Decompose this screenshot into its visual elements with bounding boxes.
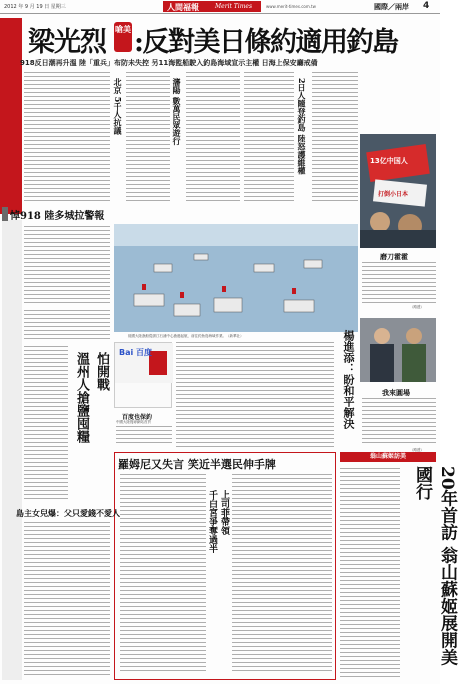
baidu-caption-text (116, 426, 172, 446)
protest-caption-text (362, 262, 436, 304)
protest-sign-2: 打倒小日本 (378, 191, 409, 198)
fear-headline-b: 溫州人搶鹽囤糧 (74, 352, 89, 443)
right-story-body (340, 468, 400, 678)
baidu-photo (114, 342, 172, 408)
baidu-photo-label: 百度也保釣 (122, 414, 153, 421)
meeting-illustration (360, 318, 436, 382)
right-story-headline: 20年首訪 翁山蘇姬展開美國行 (412, 466, 457, 666)
lead-body-col-1 (24, 72, 110, 202)
lead-subhead: 918反日潮再升溫 陸「重兵」布防未失控 另11海監船駛入釣島海域宣示主權 日海上保安廳戒備 (20, 59, 318, 67)
protest-photo-label: 磨刀霍霍 (380, 253, 408, 261)
fear-headline-a: 怕開戰 (94, 352, 109, 391)
issue-date: 2012 年 9 月 19 日 星期三 (4, 4, 66, 10)
romney-sub-b: 千白宮爭奪過半 (207, 490, 217, 553)
small-story-headline: 島主女兒爆：父只愛錢不愛人 (16, 509, 120, 518)
lead-body-col-3 (186, 72, 240, 202)
romney-body-2 (232, 474, 332, 674)
romney-body-1 (120, 474, 206, 674)
lead-body-col-5 (312, 72, 358, 202)
romney-headline: 羅姆尼又失言 笑近半選民伸手牌 (118, 458, 276, 471)
website-url: www.merit-times.com.tw (266, 4, 316, 9)
logo-chinese: 人間福報 (167, 2, 199, 12)
protest-photo-credit: （路透） (410, 305, 424, 309)
protest-sign-1: 13亿中国人 (370, 157, 408, 165)
masthead (0, 0, 440, 14)
small-story-body (24, 522, 110, 678)
left-text-strip (2, 220, 22, 680)
lead-col-title-beijing: 北京 5千人抗議 (113, 78, 123, 135)
headline-badge: 嗆美 (114, 22, 132, 52)
headline-part-b: :反對美日條約適用釣島 (134, 27, 398, 58)
sidebar-a-headline: 悼918 陸多城拉警報 (10, 211, 105, 222)
boats-caption: 陸國大陸漁船從浙江石浦中心漁港起航，前往釣魚島海域作業。（新華社） (128, 334, 244, 338)
boats-photo (114, 224, 358, 332)
meeting-photo (360, 318, 436, 382)
romney-sub-a: 上司菲帶領 (219, 490, 229, 535)
protest-photo (360, 134, 436, 248)
lead-col-title-shenyang: 瀋陽 數萬民眾遊行 (172, 78, 182, 145)
fear-story-body (24, 346, 68, 502)
mid-story-body (176, 342, 334, 448)
lead-col-title-japan: 2日人隨登釣島 陸怒護維權 (297, 78, 307, 175)
meeting-photo-label: 我來圓場 (382, 389, 410, 397)
lead-body-col-2 (126, 72, 170, 202)
lead-headline (24, 18, 440, 56)
sidebar-a-body (24, 226, 110, 306)
sidebar-marker (2, 207, 8, 221)
logo-english: Merit Times (215, 3, 253, 10)
section-name: 國際／兩岸 (374, 3, 409, 11)
fishing-boats-illustration (114, 224, 358, 332)
baidu-photo-caption: 中國大陸搜尋網站首頁 (116, 420, 151, 424)
meeting-caption-text (362, 398, 436, 446)
left-accent-column (0, 18, 22, 214)
newspaper-logo (163, 1, 261, 12)
meeting-photo-credit: （路透） (410, 448, 424, 452)
meeting-headline: 楊進添：盼和平解決 (342, 330, 355, 429)
right-story-banner: 翁山蘇姬訪美 (340, 452, 436, 462)
headline-part-a: 梁光烈 (28, 27, 106, 58)
sidebar-a-body-2 (24, 310, 110, 340)
baidu-logo: Bai 百度 (119, 348, 153, 357)
page-number: 4 (423, 1, 430, 11)
lead-body-col-4 (244, 72, 294, 202)
